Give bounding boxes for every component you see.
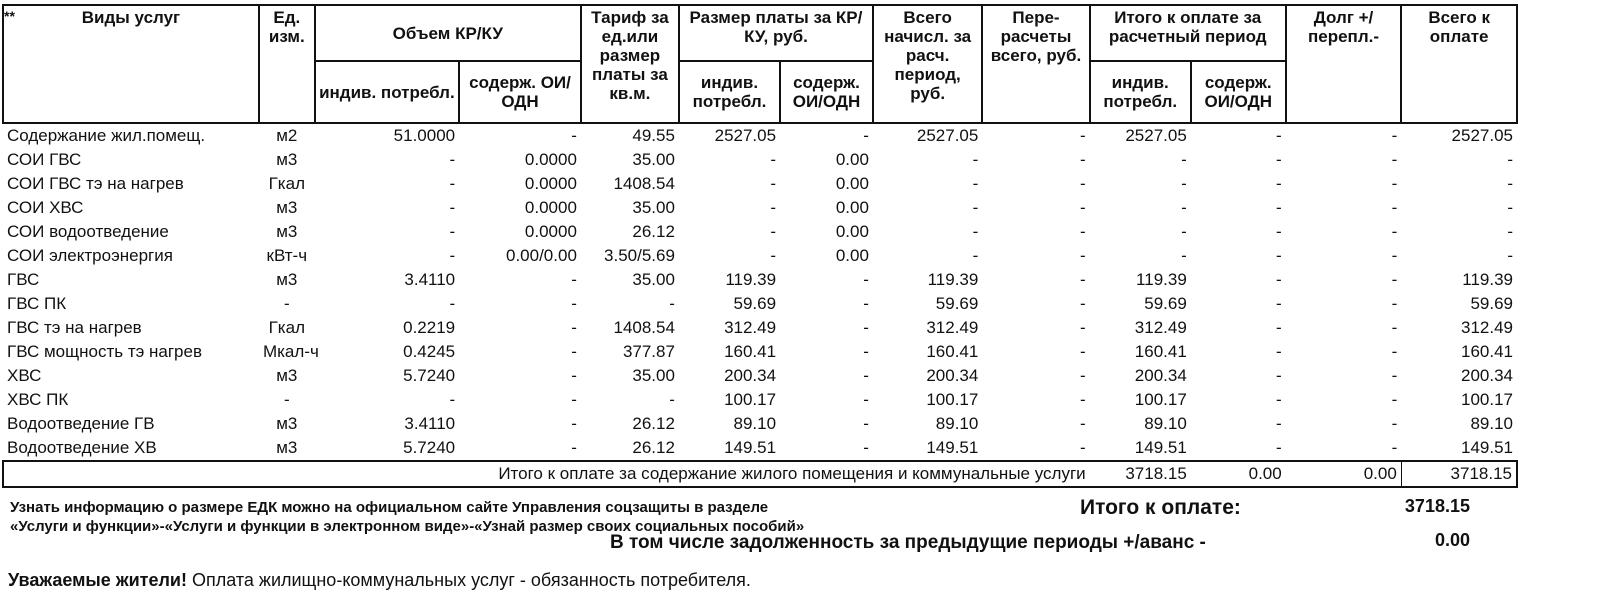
row-accrued: -: [972, 174, 979, 193]
row-volume-indiv: -: [449, 150, 456, 169]
row-debt: -: [1391, 126, 1398, 145]
row-period-common: -: [1276, 294, 1282, 313]
row-volume-common: -: [571, 318, 577, 337]
row-recalc: -: [1079, 174, 1086, 193]
row-volume-indiv: 0.4245: [403, 342, 456, 361]
row-tariff: 26.12: [632, 414, 675, 433]
row-volume-common: -: [571, 270, 577, 289]
row-period-indiv: -: [1181, 222, 1187, 241]
row-total: 59.69: [1470, 294, 1513, 313]
row-name: СОИ ГВС: [7, 150, 82, 169]
row-payment-indiv: -: [770, 246, 777, 265]
row-period-common: -: [1276, 342, 1282, 361]
row-volume-common: -: [571, 126, 577, 145]
row-period-indiv: 149.51: [1134, 438, 1187, 457]
row-debt: -: [1391, 366, 1398, 385]
col-period-common: содерж. ОИ/ОДН: [1191, 61, 1286, 123]
row-name: ХВС: [7, 366, 42, 385]
row-volume-indiv: 5.7240: [403, 438, 456, 457]
row-recalc: -: [1079, 222, 1086, 241]
total-row: [3, 461, 1517, 487]
service-row: [3, 172, 1517, 196]
service-row: [3, 364, 1517, 388]
row-accrued: 149.51: [926, 438, 979, 457]
row-recalc: -: [1079, 246, 1086, 265]
row-recalc: -: [1079, 270, 1086, 289]
row-recalc: -: [1079, 126, 1086, 145]
total-label: Итого к оплате за содержание жилого помещения и коммунальные услуги: [3, 461, 1090, 487]
row-volume-common: -: [571, 390, 577, 409]
row-volume-common: -: [571, 366, 577, 385]
row-volume-common: 0.0000: [524, 174, 577, 193]
total-period-indiv: 3718.15: [1090, 461, 1191, 487]
row-debt: -: [1391, 438, 1398, 457]
col-debt: Долг +/ перепл.-: [1286, 5, 1402, 123]
row-volume-common: -: [571, 414, 577, 433]
row-recalc: -: [1079, 198, 1086, 217]
row-total: -: [1507, 222, 1513, 241]
row-unit: м3: [276, 222, 298, 241]
row-unit: Гкал: [268, 318, 305, 337]
row-debt: -: [1391, 342, 1398, 361]
row-recalc: -: [1079, 150, 1086, 169]
row-name: СОИ ГВС тэ на нагрев: [7, 174, 184, 193]
row-period-indiv: -: [1181, 246, 1187, 265]
col-grand-total: Всего к оплате: [1401, 5, 1517, 123]
service-row: [3, 316, 1517, 340]
row-unit: м3: [276, 438, 298, 457]
row-volume-common: 0.0000: [524, 198, 577, 217]
row-payment-indiv: -: [770, 222, 777, 241]
col-volume-indiv: индив. потребл.: [315, 61, 459, 123]
row-period-indiv: 89.10: [1144, 414, 1187, 433]
row-volume-common: -: [571, 342, 577, 361]
row-payment-common: -: [863, 438, 869, 457]
row-debt: -: [1391, 318, 1398, 337]
utility-bill-table: [2, 4, 1518, 488]
row-payment-common: -: [863, 126, 869, 145]
col-payment-common: содерж. ОИ/ОДН: [780, 61, 873, 123]
row-accrued: 200.34: [926, 366, 979, 385]
row-unit: -: [283, 294, 290, 313]
row-payment-common: -: [863, 414, 869, 433]
row-debt: -: [1391, 174, 1398, 193]
row-tariff: 35.00: [632, 198, 675, 217]
row-volume-indiv: 0.2219: [403, 318, 456, 337]
row-total: -: [1507, 198, 1513, 217]
row-period-indiv: 160.41: [1134, 342, 1187, 361]
row-volume-indiv: 3.4110: [404, 414, 456, 433]
row-tariff: -: [669, 390, 675, 409]
row-tariff: 35.00: [632, 366, 675, 385]
row-payment-common: -: [863, 294, 869, 313]
row-total: 160.41: [1461, 342, 1513, 361]
row-accrued: 89.10: [935, 414, 979, 433]
row-volume-indiv: -: [449, 198, 456, 217]
row-tariff: 49.55: [632, 126, 675, 145]
row-debt: -: [1391, 198, 1398, 217]
row-payment-common: 0.00: [835, 246, 869, 265]
total-debt: 0.00: [1286, 461, 1402, 487]
row-payment-common: 0.00: [835, 150, 869, 169]
row-total: 2527.05: [1451, 126, 1513, 145]
row-accrued: -: [972, 222, 979, 241]
row-unit: Гкал: [268, 174, 305, 193]
service-row: [3, 268, 1517, 292]
row-accrued: -: [972, 150, 979, 169]
row-recalc: -: [1079, 366, 1086, 385]
row-tariff: 1408.54: [613, 318, 675, 337]
row-volume-common: -: [571, 438, 577, 457]
row-payment-indiv: -: [770, 150, 777, 169]
row-period-indiv: 200.34: [1134, 366, 1187, 385]
row-recalc: -: [1079, 390, 1086, 409]
col-period-indiv: индив. потребл.: [1090, 61, 1191, 123]
row-debt: -: [1391, 294, 1398, 313]
edk-info-line1: Узнать информацию о размере ЕДК можно на официальном сайте Управления соцзащиты в разделе: [10, 499, 769, 516]
row-tariff: 35.00: [632, 150, 675, 169]
row-debt: -: [1391, 390, 1398, 409]
row-volume-indiv: 3.4110: [404, 270, 456, 289]
row-payment-indiv: 312.49: [724, 318, 777, 337]
row-name: СОИ водоотведение: [7, 222, 169, 241]
row-accrued: -: [972, 198, 979, 217]
row-payment-indiv: 59.69: [733, 294, 777, 313]
service-row: [3, 220, 1517, 244]
row-volume-indiv: -: [449, 294, 456, 313]
row-payment-indiv: 100.17: [724, 390, 777, 409]
row-name: Водоотведение ГВ: [7, 414, 155, 433]
service-row: [3, 244, 1517, 268]
row-accrued: 119.39: [927, 270, 979, 289]
service-row: [3, 412, 1517, 436]
row-payment-indiv: 149.51: [724, 438, 777, 457]
row-volume-common: 0.0000: [524, 150, 577, 169]
row-total: 200.34: [1461, 366, 1513, 385]
row-total: -: [1507, 174, 1513, 193]
row-recalc: -: [1079, 294, 1086, 313]
row-period-common: -: [1276, 438, 1282, 457]
row-tariff: 35.00: [632, 270, 675, 289]
edk-info-line2: «Услуги и функции»-«Услуги и функции в электронном виде»-«Узнай размер своих социальных пособий»: [10, 518, 805, 535]
col-recalc: Пере-расчеты всего, руб.: [982, 5, 1089, 123]
row-payment-indiv: 119.39: [725, 270, 777, 289]
service-row: [3, 340, 1517, 364]
row-debt: -: [1391, 246, 1398, 265]
pay-total-label: Итого к оплате:: [1080, 496, 1241, 519]
row-payment-indiv: -: [770, 198, 777, 217]
col-volume-common: содерж. ОИ/ОДН: [459, 61, 581, 123]
service-row: [3, 292, 1517, 316]
row-volume-common: 0.00/0.00: [506, 246, 577, 265]
row-tariff: 26.12: [632, 438, 675, 457]
row-accrued: -: [972, 246, 979, 265]
col-payment: Размер платы за КР/КУ, руб.: [679, 5, 873, 61]
row-debt: -: [1391, 222, 1398, 241]
header-star-mark: **: [4, 8, 15, 24]
row-total: 149.51: [1461, 438, 1513, 457]
row-debt: -: [1391, 414, 1398, 433]
col-volume: Объем КР/КУ: [315, 5, 581, 61]
row-name: СОИ ХВС: [7, 198, 84, 217]
row-unit: м3: [276, 366, 298, 385]
row-accrued: 2527.05: [916, 126, 979, 145]
row-unit: м3: [276, 270, 298, 289]
row-payment-common: -: [863, 390, 869, 409]
row-volume-indiv: -: [449, 246, 456, 265]
notice-text: Оплата жилищно-коммунальных услуг - обязанность потребителя.: [191, 570, 751, 590]
row-period-common: -: [1276, 414, 1282, 433]
pay-total-value: 3718.15: [1404, 496, 1470, 516]
row-payment-indiv: 2527.05: [714, 126, 777, 145]
total-grand: 3718.15: [1401, 461, 1517, 487]
row-payment-common: 0.00: [835, 174, 869, 193]
row-volume-common: 0.0000: [524, 222, 577, 241]
col-period-total: Итого к оплате за расчетный период: [1090, 5, 1286, 61]
row-name: СОИ электроэнергия: [7, 246, 173, 265]
row-payment-indiv: 160.41: [724, 342, 777, 361]
row-period-indiv: 312.49: [1134, 318, 1187, 337]
row-period-common: -: [1276, 198, 1282, 217]
row-tariff: 1408.54: [613, 174, 675, 193]
row-tariff: 26.12: [632, 222, 675, 241]
row-period-common: -: [1276, 150, 1282, 169]
row-volume-indiv: -: [449, 390, 456, 409]
prior-debt-label: В том числе задолженность за предыдущие периоды +/аванс -: [610, 532, 1206, 553]
row-recalc: -: [1079, 438, 1086, 457]
service-row: [3, 148, 1517, 172]
row-period-indiv: 2527.05: [1125, 126, 1187, 145]
row-name: Содержание жил.помещ.: [7, 126, 206, 145]
row-volume-indiv: 51.0000: [393, 126, 456, 145]
row-period-indiv: -: [1181, 150, 1187, 169]
row-name: ХВС ПК: [7, 390, 69, 409]
row-period-indiv: -: [1181, 174, 1187, 193]
row-name: Водоотведение ХВ: [7, 438, 157, 457]
row-period-common: -: [1276, 270, 1282, 289]
row-payment-common: -: [863, 366, 869, 385]
row-volume-common: -: [571, 294, 577, 313]
row-name: ГВС тэ на нагрев: [7, 318, 142, 337]
row-payment-common: 0.00: [835, 222, 869, 241]
row-period-common: -: [1276, 366, 1282, 385]
row-period-common: -: [1276, 126, 1282, 145]
row-recalc: -: [1079, 342, 1086, 361]
service-row: [3, 196, 1517, 220]
prior-debt-value: 0.00: [1434, 530, 1470, 550]
row-unit: м3: [276, 198, 298, 217]
row-period-indiv: 59.69: [1144, 294, 1187, 313]
row-payment-common: -: [863, 318, 869, 337]
row-volume-indiv: -: [449, 174, 456, 193]
row-debt: -: [1391, 270, 1398, 289]
row-payment-common: -: [863, 342, 869, 361]
row-period-common: -: [1276, 174, 1282, 193]
row-name: ГВС мощность тэ нагрев: [7, 342, 202, 361]
row-period-common: -: [1276, 390, 1282, 409]
row-unit: Мкал-ч: [262, 342, 319, 361]
row-payment-common: 0.00: [835, 198, 869, 217]
row-period-common: -: [1276, 318, 1282, 337]
row-period-indiv: -: [1181, 198, 1187, 217]
row-total: -: [1507, 150, 1513, 169]
row-accrued: 59.69: [935, 294, 979, 313]
col-tariff: Тариф за ед.или размер платы за кв.м.: [581, 5, 679, 123]
row-name: ГВС ПК: [7, 294, 67, 313]
row-total: 312.49: [1461, 318, 1513, 337]
col-accrued: Всего начисл. за расч. период, руб.: [873, 5, 982, 123]
row-unit: кВт-ч: [266, 246, 308, 265]
row-payment-indiv: -: [770, 174, 777, 193]
row-total: -: [1507, 246, 1513, 265]
row-period-common: -: [1276, 246, 1282, 265]
row-period-indiv: 119.39: [1136, 270, 1187, 289]
total-period-common: 0.00: [1191, 461, 1286, 487]
row-name: ГВС: [7, 270, 40, 289]
row-period-indiv: 100.17: [1134, 390, 1187, 409]
row-volume-indiv: -: [449, 222, 456, 241]
service-row: [3, 388, 1517, 412]
row-tariff: -: [669, 294, 675, 313]
notice: [8, 570, 751, 591]
row-accrued: 312.49: [926, 318, 979, 337]
row-recalc: -: [1079, 414, 1086, 433]
row-unit: м3: [276, 414, 298, 433]
col-payment-indiv: индив. потребл.: [679, 61, 780, 123]
row-tariff: 3.50/5.69: [604, 246, 675, 265]
row-payment-indiv: 89.10: [733, 414, 777, 433]
row-total: 100.17: [1461, 390, 1513, 409]
col-services: Виды услуг: [3, 5, 259, 123]
row-tariff: 377.87: [622, 342, 675, 361]
row-payment-common: -: [863, 270, 869, 289]
row-recalc: -: [1079, 318, 1086, 337]
row-total: 89.10: [1470, 414, 1513, 433]
notice-bold: Уважаемые жители!: [8, 570, 187, 590]
col-unit: Ед. изм.: [259, 5, 315, 123]
row-period-common: -: [1276, 222, 1282, 241]
row-accrued: 160.41: [926, 342, 979, 361]
row-debt: -: [1391, 150, 1398, 169]
row-unit: м2: [276, 126, 298, 145]
row-unit: м3: [276, 150, 298, 169]
row-payment-indiv: 200.34: [724, 366, 777, 385]
row-unit: -: [283, 390, 290, 409]
row-accrued: 100.17: [926, 390, 979, 409]
row-volume-indiv: 5.7240: [403, 366, 456, 385]
service-row: [3, 123, 1517, 148]
row-total: 119.39: [1462, 270, 1513, 289]
service-row: [3, 436, 1517, 461]
edk-info: [10, 498, 1010, 536]
